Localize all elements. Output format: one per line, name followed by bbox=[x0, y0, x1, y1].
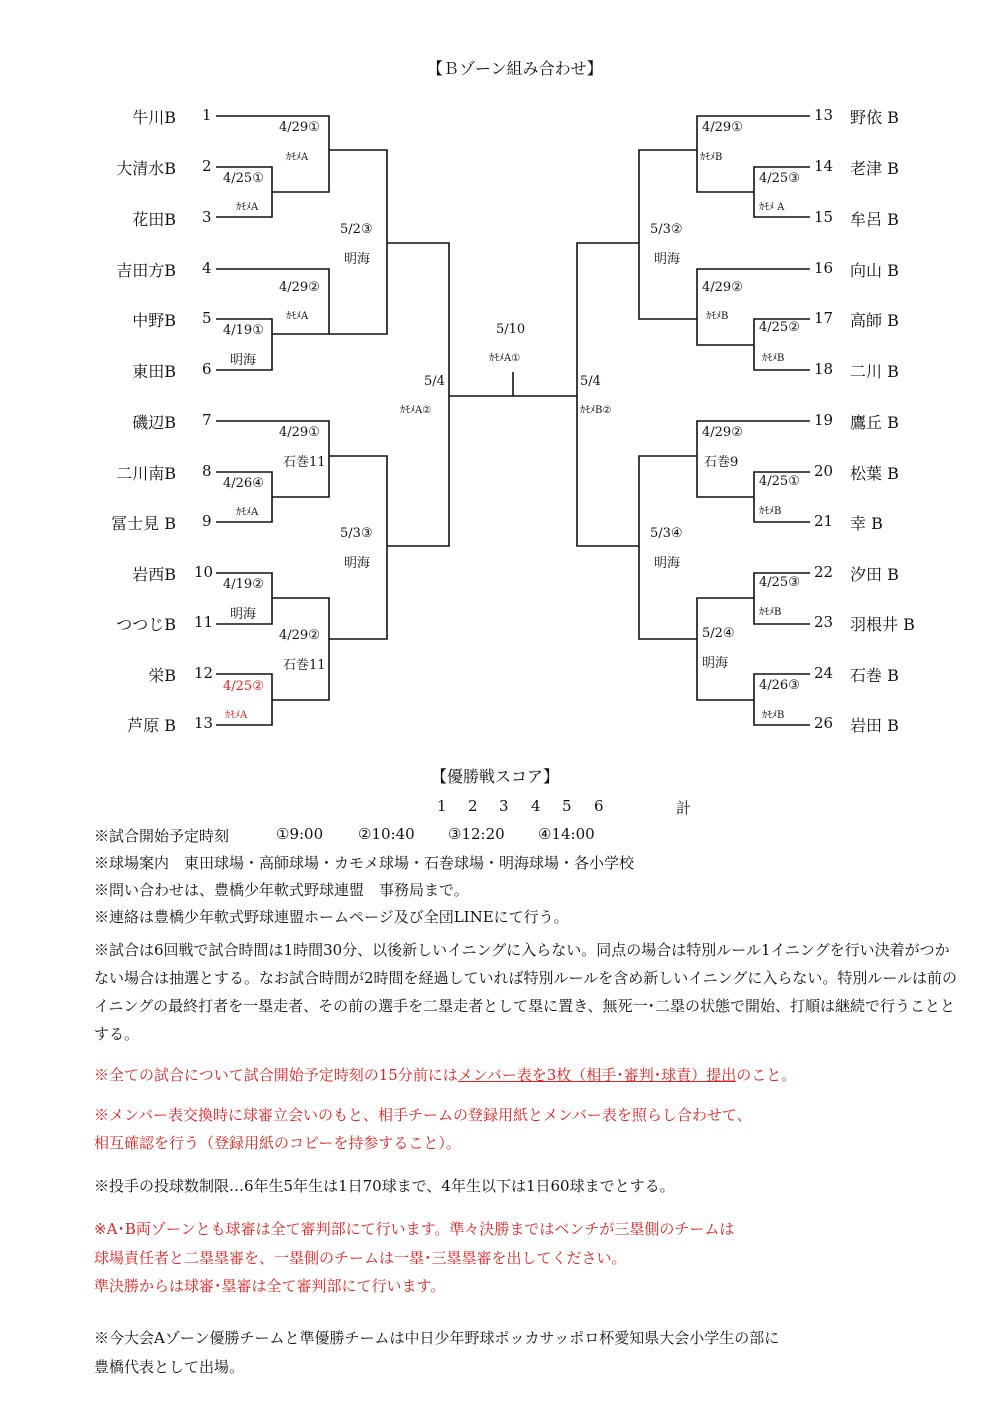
left-team-number: 4 bbox=[202, 259, 212, 277]
right-team-name: 二川 B bbox=[850, 362, 899, 381]
left-team-name: 冨士見 B bbox=[111, 514, 176, 533]
left-team-name: 栄B bbox=[148, 666, 176, 685]
left-team-name: 岩西B bbox=[132, 565, 176, 584]
member-sheet-text: ※全ての試合について試合開始予定時刻の15分前には bbox=[94, 1066, 458, 1084]
match-date: 4/19① bbox=[223, 323, 264, 338]
umpire-note-2: 球場責任者と二塁塁審を、一塁側のチームは一塁･三塁塁審を出してください。 bbox=[94, 1249, 627, 1267]
match-venue: 明海 bbox=[702, 656, 729, 671]
left-team-number: 2 bbox=[202, 157, 212, 175]
bracket-line bbox=[329, 150, 387, 334]
match-date: 4/29① bbox=[279, 120, 320, 135]
right-team-number: 21 bbox=[814, 512, 834, 530]
match-venue: ｶﾓﾒB② bbox=[580, 405, 612, 416]
umpire-note-1: ※A･B両ゾーンとも球審は全て審判部にて行います。準々決勝まではベンチが三塁側のチームは bbox=[94, 1220, 735, 1238]
left-team-number: 6 bbox=[202, 360, 212, 378]
score-header-total: 計 bbox=[676, 799, 692, 817]
match-venue: 明海 bbox=[230, 353, 257, 368]
left-team-name: 大清水B bbox=[116, 159, 176, 178]
match-venue: ｶﾓﾒA② bbox=[400, 405, 432, 416]
start-time-3: ③12:20 bbox=[448, 825, 505, 843]
match-date: 4/29② bbox=[702, 280, 743, 295]
start-time-label: ※試合開始予定時刻 bbox=[94, 827, 230, 845]
match-date: 5/4 bbox=[580, 374, 601, 389]
match-date: 4/25① bbox=[223, 171, 264, 186]
match-date: 5/3③ bbox=[340, 526, 373, 541]
right-team-number: 16 bbox=[814, 259, 834, 277]
left-team-name: 磯辺B bbox=[132, 413, 176, 432]
right-team-name: 牟呂 B bbox=[850, 210, 899, 229]
match-date: 5/4 bbox=[424, 374, 445, 389]
match-venue: ｶﾓﾒA bbox=[236, 507, 259, 518]
right-team-number: 24 bbox=[814, 664, 834, 682]
member-sheet-emphasis: メンバー表を3枚（相手･審判･球責）提出 bbox=[457, 1066, 737, 1084]
right-team-number: 23 bbox=[814, 613, 834, 631]
right-team-number: 18 bbox=[814, 360, 834, 378]
member-sheet-end: のこと。 bbox=[736, 1066, 797, 1084]
right-team-number: 15 bbox=[814, 208, 834, 226]
left-team-number: 11 bbox=[194, 613, 214, 631]
bracket-line bbox=[329, 456, 387, 639]
left-team-number: 13 bbox=[194, 714, 214, 732]
match-venue: ｶﾓﾒ A bbox=[759, 202, 785, 213]
contact-note: ※連絡は豊橋少年軟式野球連盟ホームページ及び全団LINEにて行う。 bbox=[94, 908, 569, 926]
left-team-name: 吉田方B bbox=[116, 261, 176, 280]
bracket-line bbox=[577, 243, 639, 546]
right-team-name: 野依 B bbox=[850, 108, 899, 127]
match-venue: 明海 bbox=[344, 252, 371, 267]
final-note-1: ※今大会Aゾーン優勝チームと準優勝チームは中日少年野球ポッカサッポロ杯愛知県大会小学生の部に bbox=[94, 1329, 780, 1347]
left-team-number: 8 bbox=[202, 462, 212, 480]
match-date: 4/29① bbox=[702, 120, 743, 135]
right-team-number: 19 bbox=[814, 411, 834, 429]
match-venue: 石巻9 bbox=[704, 455, 739, 470]
match-date: 4/25② bbox=[223, 679, 264, 694]
left-team-number: 9 bbox=[202, 512, 212, 530]
match-date: 4/29② bbox=[279, 628, 320, 643]
right-team-name: 石巻 B bbox=[850, 666, 899, 685]
match-venue: ｶﾓﾒB bbox=[762, 710, 785, 721]
match-date: 5/3④ bbox=[650, 526, 683, 541]
left-team-name: 東田B bbox=[132, 362, 176, 381]
left-team-name: 二川南B bbox=[116, 464, 176, 483]
match-venue: ｶﾓﾒB bbox=[759, 506, 782, 517]
match-date: 4/25② bbox=[759, 320, 800, 335]
bracket-line bbox=[272, 598, 329, 700]
inquiry-note: ※問い合わせは、豊橋少年軟式野球連盟 事務局まで。 bbox=[94, 881, 469, 899]
bracket-line bbox=[387, 243, 449, 546]
match-venue: 明海 bbox=[654, 252, 681, 267]
left-team-number: 12 bbox=[194, 664, 214, 682]
match-date: 4/29② bbox=[279, 280, 320, 295]
umpire-note-3: 準決勝からは球審･塁審は全て審判部にて行います。 bbox=[94, 1277, 446, 1295]
start-time-1: ①9:00 bbox=[276, 825, 324, 843]
left-team-number: 10 bbox=[194, 563, 214, 581]
game-rules: ※試合は6回戦で試合時間は1時間30分、以後新しいイニングに入らない。同点の場合は特別ルール1イニングを行い決着がつかない場合は抽選とする。なお試合時間が2時間を経過していれば特別ルールを含め新しいイニングに入らない。特別ルールは前のイニングの最終打者を一塁走者、その前の選手を二塁走者として塁に置き、無死一･二塁の状態で開始、打順は継続で行うこととする。 bbox=[94, 941, 958, 1043]
match-date: 4/29② bbox=[702, 425, 743, 440]
match-venue: ｶﾓﾒB bbox=[700, 152, 723, 163]
pitch-limit-note: ※投手の投球数制限…6年生5年生は1日70球まで、4年生以下は1日60球までとする。 bbox=[94, 1177, 675, 1195]
match-date: 4/25① bbox=[759, 474, 800, 489]
right-team-number: 26 bbox=[814, 714, 834, 732]
match-venue: ｶﾓﾒB bbox=[706, 311, 729, 322]
right-team-name: 老津 B bbox=[850, 159, 899, 178]
match-venue: ｶﾓﾒA bbox=[225, 710, 248, 721]
exchange-note-2: 相互確認を行う（登録用紙のコピーを持参すること）。 bbox=[94, 1134, 461, 1152]
final-venue: ｶﾓﾒA① bbox=[489, 353, 521, 364]
final-note-2: 豊橋代表として出場。 bbox=[94, 1358, 245, 1376]
score-header-1: 1 bbox=[437, 797, 447, 815]
bracket-line bbox=[697, 598, 754, 700]
right-team-number: 13 bbox=[814, 106, 834, 124]
start-time-2: ②10:40 bbox=[358, 825, 415, 843]
left-team-name: つつじB bbox=[116, 615, 176, 634]
right-team-name: 松葉 B bbox=[850, 464, 899, 483]
match-date: 4/25③ bbox=[759, 171, 800, 186]
venue-guide: ※球場案内 東田球場・高師球場・カモメ球場・石巻球場・明海球場・各小学校 bbox=[94, 854, 635, 872]
match-venue: 明海 bbox=[230, 607, 257, 622]
match-venue: 明海 bbox=[344, 556, 371, 571]
left-team-name: 牛川B bbox=[132, 108, 176, 127]
score-header-3: 3 bbox=[499, 797, 509, 815]
match-date: 4/26③ bbox=[759, 678, 800, 693]
match-date: 5/2③ bbox=[340, 222, 373, 237]
left-team-name: 花田B bbox=[132, 210, 176, 229]
right-team-number: 20 bbox=[814, 462, 834, 480]
left-team-number: 3 bbox=[202, 208, 212, 226]
right-team-name: 高師 B bbox=[850, 311, 899, 330]
match-venue: 明海 bbox=[654, 556, 681, 571]
right-team-number: 14 bbox=[814, 157, 834, 175]
right-team-name: 岩田 B bbox=[850, 716, 899, 735]
match-venue: ｶﾓﾒA bbox=[286, 311, 309, 322]
score-header-4: 4 bbox=[531, 797, 541, 815]
match-date: 4/19② bbox=[223, 577, 264, 592]
match-venue: ｶﾓﾒB bbox=[759, 607, 782, 618]
match-venue: 石巻11 bbox=[283, 658, 326, 673]
exchange-note-1: ※メンバー表交換時に球審立会いのもと、相手チームの登録用紙とメンバー表を照らし合わせて、 bbox=[94, 1106, 752, 1124]
bracket-line bbox=[639, 456, 697, 639]
match-date: 4/26④ bbox=[223, 476, 264, 491]
left-team-number: 5 bbox=[202, 309, 212, 327]
score-title: 【優勝戦スコア】 bbox=[431, 767, 560, 786]
score-header-5: 5 bbox=[562, 797, 572, 815]
score-header-2: 2 bbox=[468, 797, 478, 815]
match-date: 4/29① bbox=[279, 425, 320, 440]
right-team-number: 17 bbox=[814, 309, 834, 327]
match-date: 4/25③ bbox=[759, 575, 800, 590]
right-team-name: 幸 B bbox=[850, 514, 883, 533]
match-venue: 石巻11 bbox=[283, 455, 326, 470]
page-title: 【Ｂゾーン組み合わせ】 bbox=[427, 59, 603, 78]
start-time-4: ④14:00 bbox=[538, 825, 595, 843]
match-date: 5/3② bbox=[650, 222, 683, 237]
left-team-number: 1 bbox=[202, 106, 212, 124]
match-venue: ｶﾓﾒA bbox=[236, 202, 259, 213]
right-team-name: 羽根井 B bbox=[850, 615, 915, 634]
member-sheet-note bbox=[94, 1061, 796, 1089]
score-header-6: 6 bbox=[594, 797, 604, 815]
right-team-name: 鷹丘 B bbox=[850, 413, 899, 432]
right-team-name: 向山 B bbox=[850, 261, 899, 280]
match-venue: ｶﾓﾒA bbox=[286, 152, 309, 163]
match-venue: ｶﾓﾒB bbox=[762, 353, 785, 364]
left-team-name: 中野B bbox=[132, 311, 176, 330]
match-date: 5/2④ bbox=[702, 626, 735, 641]
right-team-name: 汐田 B bbox=[850, 565, 899, 584]
right-team-number: 22 bbox=[814, 563, 834, 581]
left-team-number: 7 bbox=[202, 411, 212, 429]
left-team-name: 芦原 B bbox=[127, 716, 176, 735]
final-date: 5/10 bbox=[496, 322, 526, 337]
